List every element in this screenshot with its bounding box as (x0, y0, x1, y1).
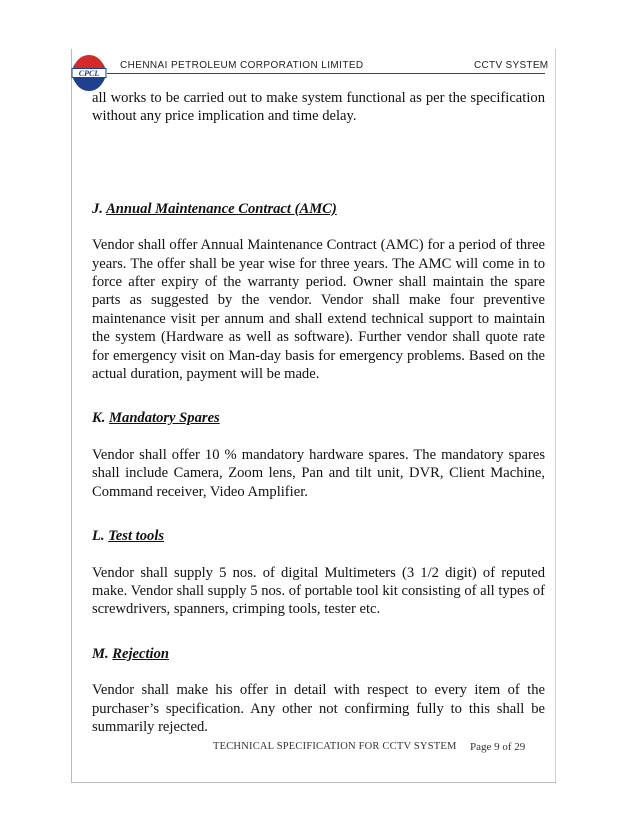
section-letter: L. (92, 528, 105, 545)
page-content (92, 89, 545, 736)
page-frame-right (555, 49, 556, 782)
header-company-name: CHENNAI PETROLEUM CORPORATION LIMITED (120, 60, 364, 71)
section-heading-l (92, 527, 545, 545)
section-heading-j (92, 200, 545, 218)
section-heading-k (92, 409, 545, 427)
section-text-l: Vendor shall supply 5 nos. of digital Multimeters (3 1/2 digit) of reputed make. Vendor shall supply 5 nos. of portable tool kit consisting of all types of screwdrivers, spanners, crimping tools, tester etc. (92, 564, 545, 618)
section-letter: M. (92, 645, 109, 662)
header-rule (107, 73, 545, 74)
section-letter: K. (92, 410, 106, 427)
section-title: Rejection (112, 645, 170, 662)
section-title: Test tools (108, 528, 165, 545)
intro-paragraph: all works to be carried out to make system functional as per the specification without any price implication and time delay. (92, 90, 545, 125)
section-text-j: Vendor shall offer Annual Maintenance Contract (AMC) for a period of three years. The offer shall be year wise for three years. The AMC will come in to force after expiry of the warranty period. Owner shall maintain the spare parts as suggested by the vendor. Vendor shall make four preventive maintenance visit per annum and shall extend technical support to maintain the system (Hardware as well as software). Further vendor shall quote rate for emergency visit on Man-day basis for emergency problems. Based on the actual duration, payment will be made. (92, 237, 545, 383)
section-letter: J. (92, 200, 103, 217)
cpcl-logo (71, 55, 107, 91)
logo-text: CPCL (78, 69, 100, 78)
section-text-k: Vendor shall offer 10 % mandatory hardware spares. The mandatory spares shall include Camera, Zoom lens, Pan and tilt unit, DVR, Client Machine, Command receiver, Video Amplifier. (92, 446, 545, 500)
footer-page-number: Page 9 of 29 (470, 741, 526, 753)
section-title: Mandatory Spares (109, 410, 220, 427)
header-system-name: CCTV SYSTEM (474, 60, 549, 71)
section-heading-m (92, 645, 545, 663)
footer-doc-title: TECHNICAL SPECIFICATION FOR CCTV SYSTEM (213, 741, 457, 752)
section-title: Annual Maintenance Contract (AMC) (106, 200, 337, 217)
section-text-m: Vendor shall make his offer in detail with respect to every item of the purchaser’s specification. Any other not confirming fully to this shall be summarily rejected. (92, 682, 545, 735)
